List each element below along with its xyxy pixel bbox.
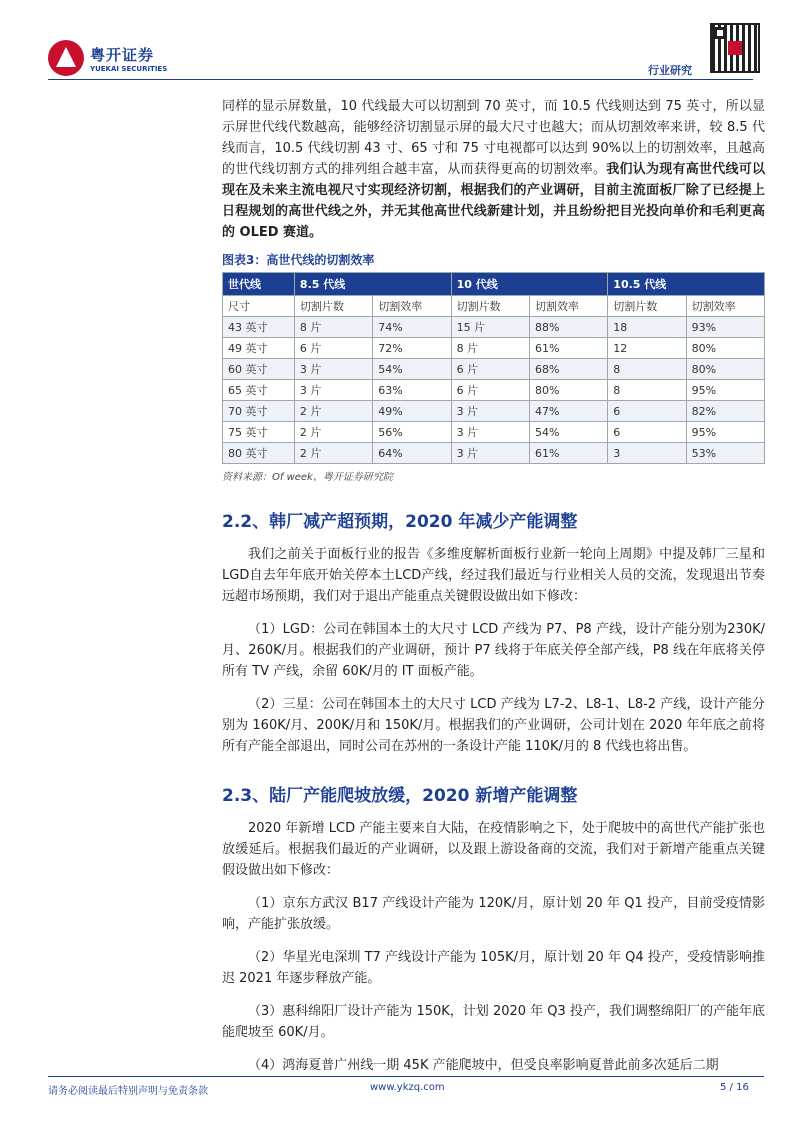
table-row	[223, 401, 765, 422]
table-cell: 74%	[373, 317, 451, 338]
section-heading-2-2: 2.2、韩厂减产超预期，2020 年减少产能调整	[222, 512, 578, 532]
table-row	[223, 317, 765, 338]
table-cell: 8 片	[294, 317, 372, 338]
report-category: 行业研究	[648, 64, 692, 77]
table-cell: 6	[608, 401, 686, 422]
table-cell: 63%	[373, 380, 451, 401]
table-cell: 6 片	[294, 338, 372, 359]
group-header-8-5: 8.5 代线	[294, 273, 451, 296]
table-cell: 49 英寸	[223, 338, 295, 359]
brand-name-cn: 粤开证券	[90, 45, 155, 64]
table-cell: 70 英寸	[223, 401, 295, 422]
table-cell: 6 片	[451, 380, 529, 401]
section-2-3-para-sharp: （4）鸿海夏普广州线一期 45K 产能爬坡中，但受良率影响夏普此前多次延后二期	[248, 1058, 719, 1073]
brand-name-en: YUEKAI SECURITIES	[90, 64, 168, 73]
table-subheader-row	[223, 296, 765, 317]
section-2-2-para-1: 我们之前关于面板行业的报告《多维度解析面板行业新一轮向上周期》中提及韩厂三星和LGD自去年年底开始关停本土LCD产线，经过我们最近与行业相关人员的交流，发现退出节奏远超市场预期，我们对于退出产能重点关键假设做出如下修改：	[222, 547, 765, 604]
table-title: 图表3：高世代线的切割效率	[222, 253, 375, 267]
table-cell: 2 片	[294, 401, 372, 422]
section-2-2-para-lgd: （1）LGD：公司在韩国本土的大尺寸 LCD 产线为 P7、P8 产线，设计产能分别为230K/月、260K/月。根据我们的产业调研，预计 P7 线将于年底关停全部产线，P8 线在年底将关停所有 TV 产线，余留 60K/月的 IT 面板产能。	[222, 622, 765, 679]
table-cell: 72%	[373, 338, 451, 359]
footer-divider	[48, 1076, 764, 1077]
table-cell: 80%	[529, 380, 607, 401]
company-logo	[48, 38, 218, 78]
qr-code-icon	[710, 23, 760, 73]
table-cell: 18	[608, 317, 686, 338]
table-row	[223, 359, 765, 380]
subheader-cell: 切割效率	[529, 296, 607, 317]
group-header-10: 10 代线	[451, 273, 608, 296]
table-cell: 54%	[529, 422, 607, 443]
table-source: 资料来源：Of week、粤开证券研究院	[222, 472, 393, 483]
footer-page-number: 5 / 16	[720, 1082, 749, 1093]
table-cell: 61%	[529, 338, 607, 359]
table-cell: 75 英寸	[223, 422, 295, 443]
table-cell: 80%	[686, 338, 764, 359]
section-2-2-para-samsung: （2）三星：公司在韩国本土的大尺寸 LCD 产线为 L7-2、L8-1、L8-2 产线，设计产能分别为 160K/月、200K/月和 150K/月。根据我们的产业调研，公司计划在 2020 年年底之前将所有产能全部退出，同时公司在苏州的一条设计产能 110K/月的 8 代线也将出售。	[222, 697, 765, 754]
table-cell: 8	[608, 380, 686, 401]
subheader-cell: 切割片数	[294, 296, 372, 317]
table-row	[223, 338, 765, 359]
cutting-efficiency-table	[222, 272, 765, 464]
logo-mark-icon	[48, 40, 84, 76]
table-cell: 15 片	[451, 317, 529, 338]
table-cell: 47%	[529, 401, 607, 422]
table-cell: 43 英寸	[223, 317, 295, 338]
table-cell: 8	[608, 359, 686, 380]
section-2-3-para-hkc: （3）惠科绵阳厂设计产能为 150K，计划 2020 年 Q3 投产，我们调整绵阳厂的产能年底能爬坡至 60K/月。	[222, 1004, 765, 1040]
header-divider	[48, 79, 753, 80]
footer-disclaimer[interactable]: 请务必阅读最后特别声明与免责条款	[48, 1086, 208, 1097]
page-header	[0, 0, 800, 90]
table-cell: 2 片	[294, 422, 372, 443]
table-row	[223, 422, 765, 443]
table-cell: 3	[608, 443, 686, 464]
main-content	[222, 96, 765, 1076]
table-cell: 3 片	[294, 380, 372, 401]
section-2-3-para-boe: （1）京东方武汉 B17 产线设计产能为 120K/月，原计划 20 年 Q1 投产，目前受疫情影响，产能扩张放缓。	[222, 896, 765, 932]
subheader-cell: 切割效率	[686, 296, 764, 317]
group-header-gen: 世代线	[223, 273, 295, 296]
table-cell: 68%	[529, 359, 607, 380]
table-row	[223, 380, 765, 401]
table-cell: 3 片	[294, 359, 372, 380]
table-cell: 60 英寸	[223, 359, 295, 380]
table-cell: 53%	[686, 443, 764, 464]
table-cell: 8 片	[451, 338, 529, 359]
subheader-cell: 尺寸	[223, 296, 295, 317]
table-cell: 2 片	[294, 443, 372, 464]
section-heading-2-3: 2.3、陆厂产能爬坡放缓，2020 新增产能调整	[222, 786, 578, 806]
table-cell: 3 片	[451, 422, 529, 443]
intro-plain: 同样的显示屏数量，10 代线最大可以切割到 70 英寸，而 10.5 代线则达到 75 英寸，所以显示屏世代线代数越高，能够经济切割显示屏的最大尺寸也越大；而从切割效率来讲，较 8.5 代线而言，10.5 代线切割 43 寸、65 寸和 75 寸电视都可以达到 90%以上的切割效率，且越高的世代线切割方式的排列组合越丰富，从而获得更高的切割效率。	[222, 99, 765, 177]
table-cell: 80 英寸	[223, 443, 295, 464]
section-2-3-para-csot: （2）华星光电深圳 T7 产线设计产能为 105K/月，原计划 20 年 Q4 投产，受疫情影响推迟 2021 年逐步释放产能。	[222, 950, 765, 986]
table-cell: 95%	[686, 380, 764, 401]
table-cell: 93%	[686, 317, 764, 338]
table-cell: 6	[608, 422, 686, 443]
table-cell: 88%	[529, 317, 607, 338]
table-cell: 95%	[686, 422, 764, 443]
table-cell: 56%	[373, 422, 451, 443]
table-cell: 12	[608, 338, 686, 359]
table-cell: 80%	[686, 359, 764, 380]
intro-bold: 我们认为现有高世代线可以现在及未来主流电视尺寸实现经济切割，根据我们的产业调研，目前主流面板厂除了已经提上日程规划的高世代线之外，并无其他高世代线新建计划，并且纷纷把目光投向单价和毛利更高的 OLED 赛道。	[222, 162, 765, 240]
footer-url[interactable]: www.ykzq.com	[370, 1082, 445, 1093]
subheader-cell: 切割片数	[451, 296, 529, 317]
group-header-10-5: 10.5 代线	[608, 273, 765, 296]
table-cell: 3 片	[451, 443, 529, 464]
section-2-3-para-1: 2020 年新增 LCD 产能主要来自大陆，在疫情影响之下，处于爬坡中的高世代产能扩张也放缓延后。根据我们最近的产业调研，以及跟上游设备商的交流，我们对于新增产能重点关键假设做出如下修改：	[222, 821, 765, 878]
table-cell: 54%	[373, 359, 451, 380]
subheader-cell: 切割效率	[373, 296, 451, 317]
table-group-header	[223, 273, 765, 296]
table-cell: 3 片	[451, 401, 529, 422]
table-cell: 61%	[529, 443, 607, 464]
subheader-cell: 切割片数	[608, 296, 686, 317]
table-cell: 6 片	[451, 359, 529, 380]
table-cell: 82%	[686, 401, 764, 422]
table-cell: 64%	[373, 443, 451, 464]
table-row	[223, 443, 765, 464]
intro-paragraph	[222, 96, 765, 243]
table-cell: 49%	[373, 401, 451, 422]
table-cell: 65 英寸	[223, 380, 295, 401]
